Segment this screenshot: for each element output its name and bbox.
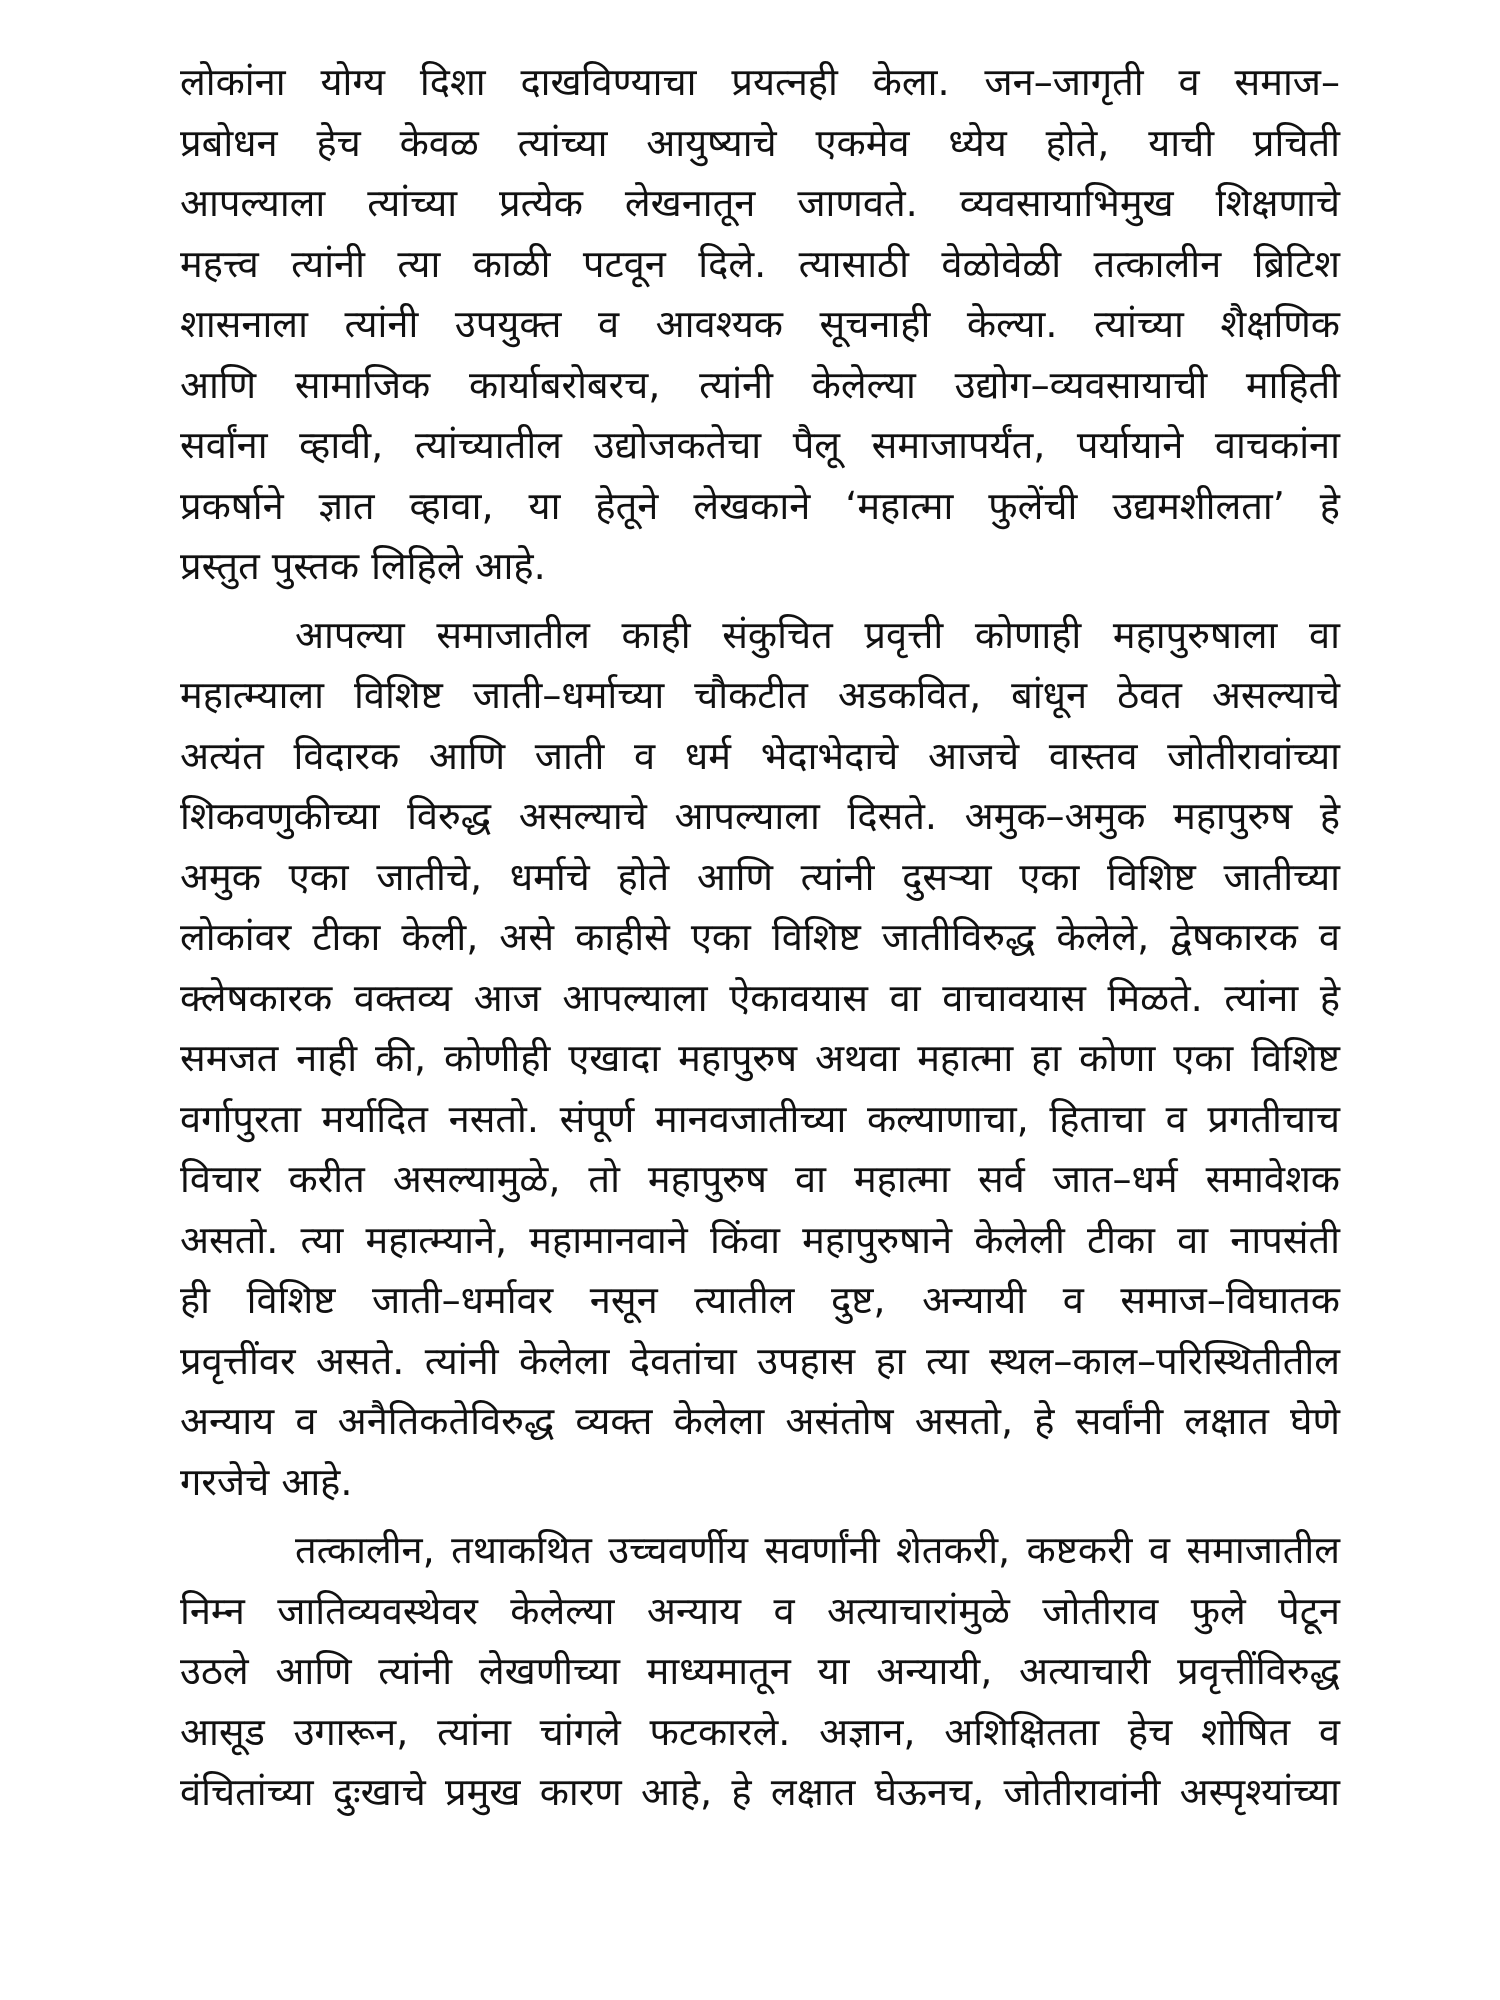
text-line: आपल्या समाजातील काही संकुचित प्रवृत्ती कोणाही महापुरुषाला वा (295, 612, 1340, 657)
text-line: गरजेचे आहे. (180, 1459, 353, 1504)
text-line: महत्त्व त्यांनी त्या काळी पटवून दिले. त्यासाठी वेळोवेळी तत्कालीन ब्रिटिश (180, 241, 1340, 286)
paragraph-3 (180, 1520, 1340, 1823)
text-line: शिकवणुकीच्या विरुद्ध असल्याचे आपल्याला दिसते. अमुक–अमुक महापुरुष हे (180, 794, 1340, 838)
text-line: निम्न जातिव्यवस्थेवर केलेल्या अन्याय व अत्याचारांमुळे जोतीराव फुले पेटून (180, 1588, 1340, 1633)
text-line: अन्याय व अनैतिकतेविरुद्ध व्यक्त केलेला असंतोष असतो, हे सर्वांनी लक्षात घेणे (180, 1399, 1340, 1443)
text-line: अत्यंत विदारक आणि जाती व धर्म भेदाभेदाचे आजचे वास्तव जोतीरावांच्या (180, 733, 1340, 778)
text-line: वर्गापुरता मर्यादित नसतो. संपूर्ण मानवजातीच्या कल्याणाचा, हिताचा व प्रगतीचाच (180, 1096, 1340, 1141)
paragraph-2 (180, 605, 1340, 1513)
text-line: असतो. त्या महात्म्याने, महामानवाने किंवा महापुरुषाने केलेली टीका वा नापसंती (180, 1217, 1340, 1262)
text-line: आपल्याला त्यांच्या प्रत्येक लेखनातून जाणवते. व्यवसायाभिमुख शिक्षणाचे (180, 181, 1340, 225)
text-line: अमुक एका जातीचे, धर्माचे होते आणि त्यांनी दुसऱ्या एका विशिष्ट जातीच्या (180, 854, 1340, 899)
text-line: वंचितांच्या दुःखाचे प्रमुख कारण आहे, हे लक्षात घेऊनच, जोतीरावांनी अस्पृश्यांच्या (180, 1770, 1340, 1814)
text-line: उठले आणि त्यांनी लेखणीच्या माध्यमातून या अन्यायी, अत्याचारी प्रवृत्तींविरुद्ध (180, 1649, 1340, 1693)
text-line: सर्वांना व्हावी, त्यांच्यातील उद्योजकतेचा पैलू समाजापर्यंत, पर्यायाने वाचकांना (180, 423, 1340, 467)
text-line: तत्कालीन, तथाकथित उच्चवर्णीय सवर्णांनी शेतकरी, कष्टकरी व समाजातील (295, 1528, 1340, 1572)
text-line: शासनाला त्यांनी उपयुक्त व आवश्यक सूचनाही केल्या. त्यांच्या शैक्षणिक (180, 302, 1340, 346)
text-line: लोकांवर टीका केली, असे काहीसे एका विशिष्ट जातीविरुद्ध केलेले, द्वेषकारक व (180, 915, 1340, 959)
text-line: क्लेषकारक वक्तव्य आज आपल्याला ऐकावयास वा वाचावयास मिळते. त्यांना हे (180, 975, 1340, 1020)
text-line: आणि सामाजिक कार्याबरोबरच, त्यांनी केलेल्या उद्योग–व्यवसायाची माहिती (180, 362, 1340, 407)
text-line: लोकांना योग्य दिशा दाखविण्याचा प्रयत्नही केला. जन–जागृती व समाज– (180, 60, 1340, 104)
text-line: विचार करीत असल्यामुळे, तो महापुरुष वा महात्मा सर्व जात–धर्म समावेशक (180, 1157, 1340, 1201)
text-line: महात्म्याला विशिष्ट जाती–धर्माच्या चौकटीत अडकवित, बांधून ठेवत असल्याचे (180, 673, 1340, 717)
text-line: प्रबोधन हेच केवळ त्यांच्या आयुष्याचे एकमेव ध्येय होते, याची प्रचिती (180, 120, 1340, 165)
text-line: प्रकर्षाने ज्ञात व्हावा, या हेतूने लेखकाने ‘महात्मा फुलेंची उद्यमशीलता’ हे (180, 483, 1340, 528)
text-line: ही विशिष्ट जाती–धर्मावर नसून त्यातील दुष्ट, अन्यायी व समाज–विघातक (180, 1278, 1340, 1322)
text-line: प्रवृत्तींवर असते. त्यांनी केलेला देवतांचा उपहास हा त्या स्थल–काल–परिस्थितीतील (180, 1338, 1340, 1383)
text-line: प्रस्तुत पुस्तक लिहिले आहे. (180, 544, 546, 588)
paragraph-1 (180, 52, 1340, 597)
text-line: आसूड उगारून, त्यांना चांगले फटकारले. अज्ञान, अशिक्षितता हेच शोषित व (180, 1709, 1340, 1754)
text-line: समजत नाही की, कोणीही एखादा महापुरुष अथवा महात्मा हा कोणा एका विशिष्ट (180, 1036, 1340, 1080)
document-page (180, 52, 1340, 1823)
